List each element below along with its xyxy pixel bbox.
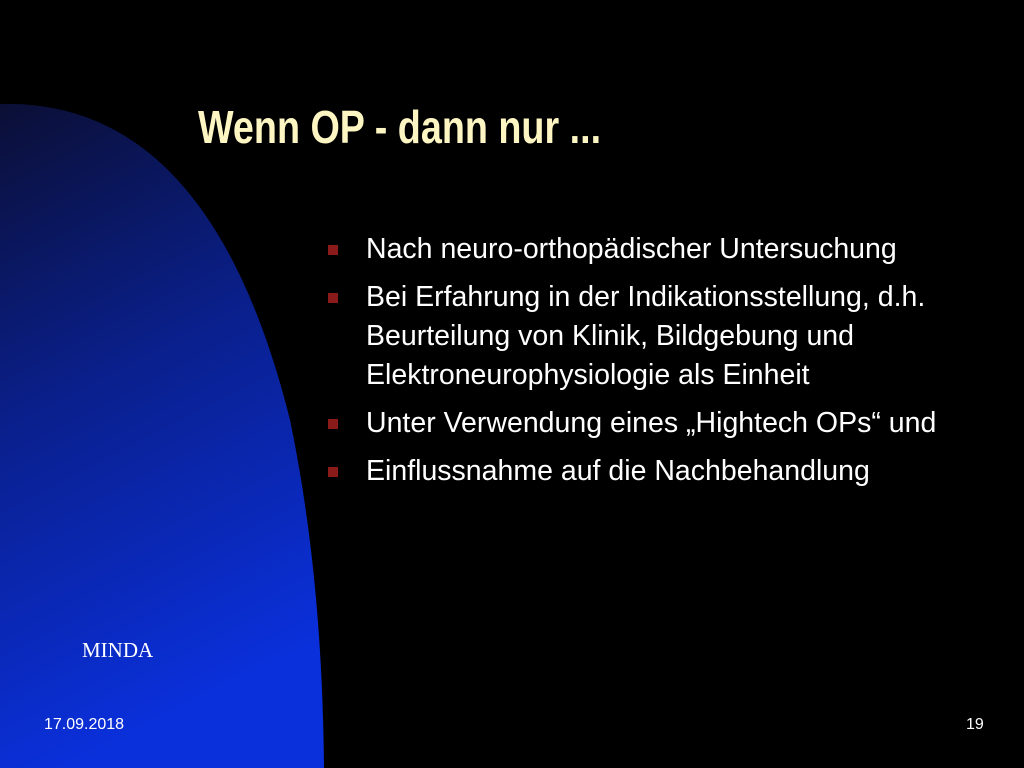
square-bullet-icon: [328, 245, 338, 255]
bullet-text: Bei Erfahrung in der Indikationsstellung, d.h. Beurteilung von Klinik, Bildgebung und Elektroneurophysiologie als Einheit: [366, 281, 926, 391]
bullet-text: Unter Verwendung eines „Hightech OPs“ und: [366, 407, 937, 439]
side-label: MINDA: [82, 638, 154, 662]
bullet-text: Einflussnahme auf die Nachbehandlung: [366, 455, 870, 487]
bullet-item: [328, 404, 988, 443]
square-bullet-icon: [328, 419, 338, 429]
footer-page-number: 19: [966, 716, 984, 733]
bullet-item: [328, 278, 988, 395]
square-bullet-icon: [328, 467, 338, 477]
bullet-item: [328, 452, 988, 491]
slide-title: Wenn OP - dann nur ...: [198, 101, 602, 153]
footer-date: 17.09.2018: [44, 716, 125, 733]
bullet-list: [328, 230, 988, 500]
square-bullet-icon: [328, 293, 338, 303]
bullet-item: [328, 230, 988, 269]
bullet-text: Nach neuro-orthopädischer Untersuchung: [366, 233, 897, 265]
